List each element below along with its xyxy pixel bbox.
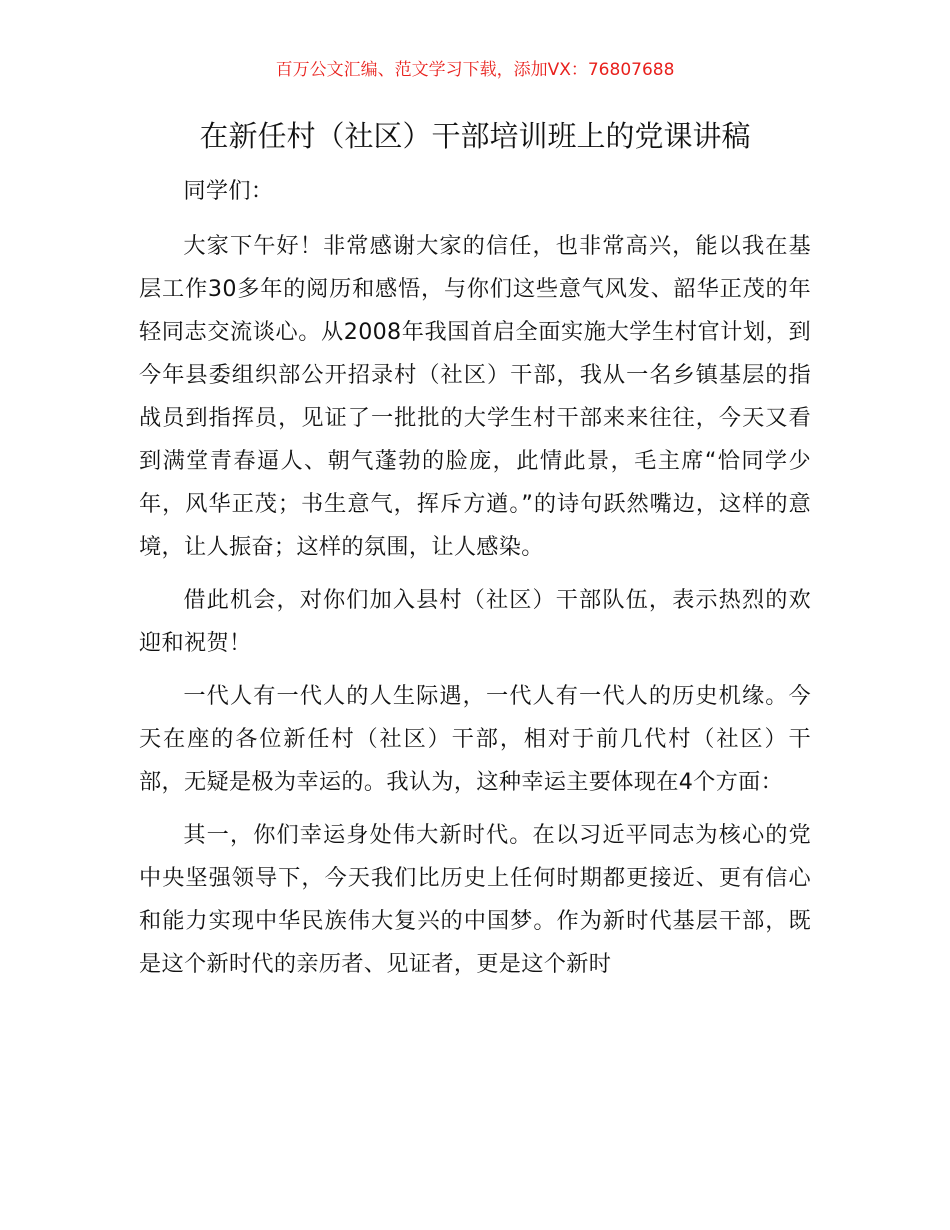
document-title: 在新任村（社区）干部培训班上的党课讲稿	[199, 119, 751, 153]
greeting: 同学们：	[183, 178, 274, 204]
paragraph-4: 其一，你们幸运身处伟大新时代。在以习近平同志为核心的党中央坚强领导下，今天我们比历史上任何时期都更接近、更有信心和能力实现中华民族伟大复兴的中国梦。作为新时代基层干部，既是这个新时代的亲历者、见证者，更是这个新时	[139, 822, 811, 977]
paragraph-2: 借此机会，对你们加入县村（社区）干部队伍，表示热烈的欢迎和祝贺！	[139, 587, 811, 656]
watermark-header: 百万公文汇编、范文学习下载，添加VX：76807688	[275, 60, 675, 80]
paragraph-3: 一代人有一代人的人生际遇，一代人有一代人的历史机缘。今天在座的各位新任村（社区）干部，相对于前几代村（社区）干部，无疑是极为幸运的。我认为，这种幸运主要体现在4个方面：	[139, 683, 811, 795]
document-body	[139, 170, 811, 996]
paragraph-1: 大家下午好！非常感谢大家的信任，也非常高兴，能以我在基层工作30多年的阅历和感悟，与你们这些意气风发、韶华正茂的年轻同志交流谈心。从2008年我国首启全面实施大学生村官计划，到今年县委组织部公开招录村（社区）干部，我从一名乡镇基层的指战员到指挥员，见证了一批批的大学生村干部来来往往，今天又看到满堂青春逼人、朝气蓬勃的脸庞，此情此景，毛主席“恰同学少年，风华正茂；书生意气，挥斥方遒。”的诗句跃然嘴边，这样的意境，让人振奋；这样的氛围，让人感染。	[139, 233, 811, 560]
